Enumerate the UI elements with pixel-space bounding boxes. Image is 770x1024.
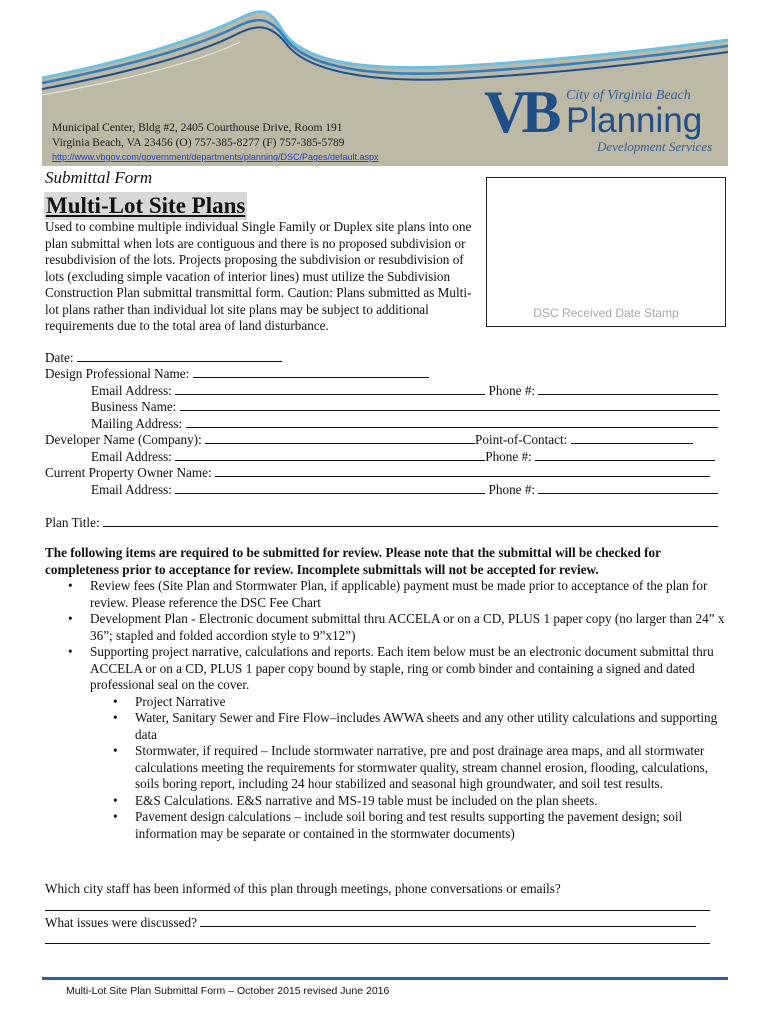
business-label: Business Name: — [91, 399, 177, 414]
developer-input-line[interactable] — [205, 431, 475, 444]
business-row — [91, 398, 720, 415]
email1-input-line[interactable] — [175, 382, 485, 395]
poc-label: Point-of-Contact: — [475, 432, 568, 447]
supporting-doc-item: • Water, Sanitary Sewer and Fire Flow–includes AWWA sheets and any other utility calculations and supporting data — [135, 710, 735, 743]
address-line-1: Municipal Center, Bldg #2, 2405 Courthouse Drive, Room 191 — [52, 122, 343, 134]
owner-input-line[interactable] — [215, 464, 710, 477]
supporting-doc-item: • Project Narrative — [135, 694, 735, 711]
poc-input-line[interactable] — [571, 431, 693, 444]
footer-divider — [42, 977, 728, 980]
form-subtitle: Submittal Form — [45, 168, 153, 187]
email2-label: Email Address: — [91, 449, 172, 464]
mailing-input-line[interactable] — [186, 415, 718, 428]
vb-logo-mark: VB — [484, 79, 556, 145]
logo-planning-text: Planning — [566, 101, 703, 140]
mailing-label: Mailing Address: — [91, 416, 183, 431]
email1-label: Email Address: — [91, 383, 172, 398]
dsc-website-link[interactable]: http://www.vbgov.com/government/departments/planning/DSC/Pages/default.aspx — [52, 152, 379, 162]
phone1-input-line[interactable] — [538, 382, 718, 395]
phone1-label: Phone #: — [488, 383, 536, 398]
email2-row — [91, 448, 715, 465]
question-issues-discussed: What issues were discussed? — [45, 915, 197, 930]
email1-row — [91, 382, 718, 399]
date-label: Date: — [45, 350, 74, 365]
date-stamp-box — [486, 177, 726, 327]
date-input-line[interactable] — [77, 349, 282, 362]
supporting-doc-item: • E&S Calculations. E&S narrative and MS-19 table must be included on the plan sheets. — [135, 793, 735, 810]
requirement-item — [90, 644, 735, 842]
design-professional-row — [45, 365, 429, 382]
requirement-item: • Review fees (Site Plan and Stormwater Plan, if applicable) payment must be made prior to acceptance of the plan for review. Please reference the DSC Fee Chart — [90, 578, 735, 611]
supporting-docs-list — [90, 694, 735, 843]
logo-development-services: Development Services — [597, 139, 713, 154]
address-line-2: Virginia Beach, VA 23456 (O) 757-385-8277 (F) 757-385-5789 — [52, 136, 345, 149]
date-field-row — [45, 349, 282, 366]
date-stamp-label: DSC Received Date Stamp — [533, 306, 679, 320]
plan-title-row — [45, 514, 718, 531]
supporting-doc-item: • Pavement design calculations – include soil boring and test results supporting the pavement design; soil information may be separate or contained in the stormwater documents) — [135, 809, 735, 842]
phone2-input-line[interactable] — [535, 448, 715, 461]
page-title: Multi-Lot Site Plans — [46, 193, 246, 218]
phone3-input-line[interactable] — [538, 481, 718, 494]
requirement-item: • Development Plan - Electronic document submittal thru ACCELA or on a CD, PLUS 1 paper copy (no larger than 24” x 36”; stapled and folded accordion style to 9”x12”) — [90, 611, 735, 644]
email3-input-line[interactable] — [175, 481, 485, 494]
phone3-label: Phone #: — [488, 482, 536, 497]
requirements-intro: The following items are required to be submitted for review. Please note that the submittal will be checked for completeness prior to acceptance for review. Incomplete submittals will not be accepted for review. — [45, 545, 661, 577]
plan-title-label: Plan Title: — [45, 515, 100, 530]
question-staff-informed: Which city staff has been informed of this plan through meetings, phone conversations or emails? — [45, 881, 561, 896]
answer-line-1[interactable] — [45, 910, 710, 911]
form-description: Used to combine multiple individual Single Family or Duplex site plans into one plan submittal when lots are contiguous and there is no proposed subdivision or resubdivision of the lots. Projects proposing the subdivision or resubdivision of lots (excluding simple vacation of interior lines) must utilize the Subdivision Construction Plan submittal transmittal form. Caution: Plans submitted as Multi-lot plans rather than individual lot site plans may be subject to additional requirements due to the total area of land disturbance. — [45, 219, 472, 333]
requirements-section — [45, 545, 735, 842]
logo-city-name: City of Virginia Beach — [566, 88, 691, 103]
phone2-label: Phone #: — [485, 449, 532, 464]
supporting-doc-item: • Stormwater, if required – Include stormwater narrative, pre and post drainage area maps, and all stormwater calculations meeting the requirements for stormwater quality, stream channel erosion, flooding, calculations, soils boring report, including 24 hour stabilized and seasonal high groundwater, and soil test results. — [135, 743, 735, 793]
email3-label: Email Address: — [91, 482, 172, 497]
business-input-line[interactable] — [180, 398, 720, 411]
answer-line-2[interactable] — [200, 914, 696, 927]
contact-address — [52, 121, 379, 165]
design-professional-label: Design Professional Name: — [45, 366, 190, 381]
footer-text: Multi-Lot Site Plan Submittal Form – October 2015 revised June 2016 — [66, 985, 390, 997]
owner-row — [45, 464, 710, 481]
email3-row — [91, 481, 718, 498]
design-professional-input-line[interactable] — [193, 365, 429, 378]
developer-row — [45, 431, 693, 448]
email2-input-line[interactable] — [175, 448, 485, 461]
requirement-item-text: Supporting project narrative, calculations and reports. Each item below must be an electronic document submittal thru ACCELA or on a CD, PLUS 1 paper copy bound by staple, ring or comb binder and containing a signed and dated professional seal on the cover. — [90, 644, 714, 692]
plan-title-input-line[interactable] — [103, 514, 718, 527]
question-issues-row — [45, 914, 696, 931]
answer-line-3[interactable] — [45, 943, 710, 944]
owner-label: Current Property Owner Name: — [45, 465, 212, 480]
mailing-row — [91, 415, 718, 432]
developer-label: Developer Name (Company): — [45, 432, 202, 447]
requirements-list — [45, 578, 735, 842]
